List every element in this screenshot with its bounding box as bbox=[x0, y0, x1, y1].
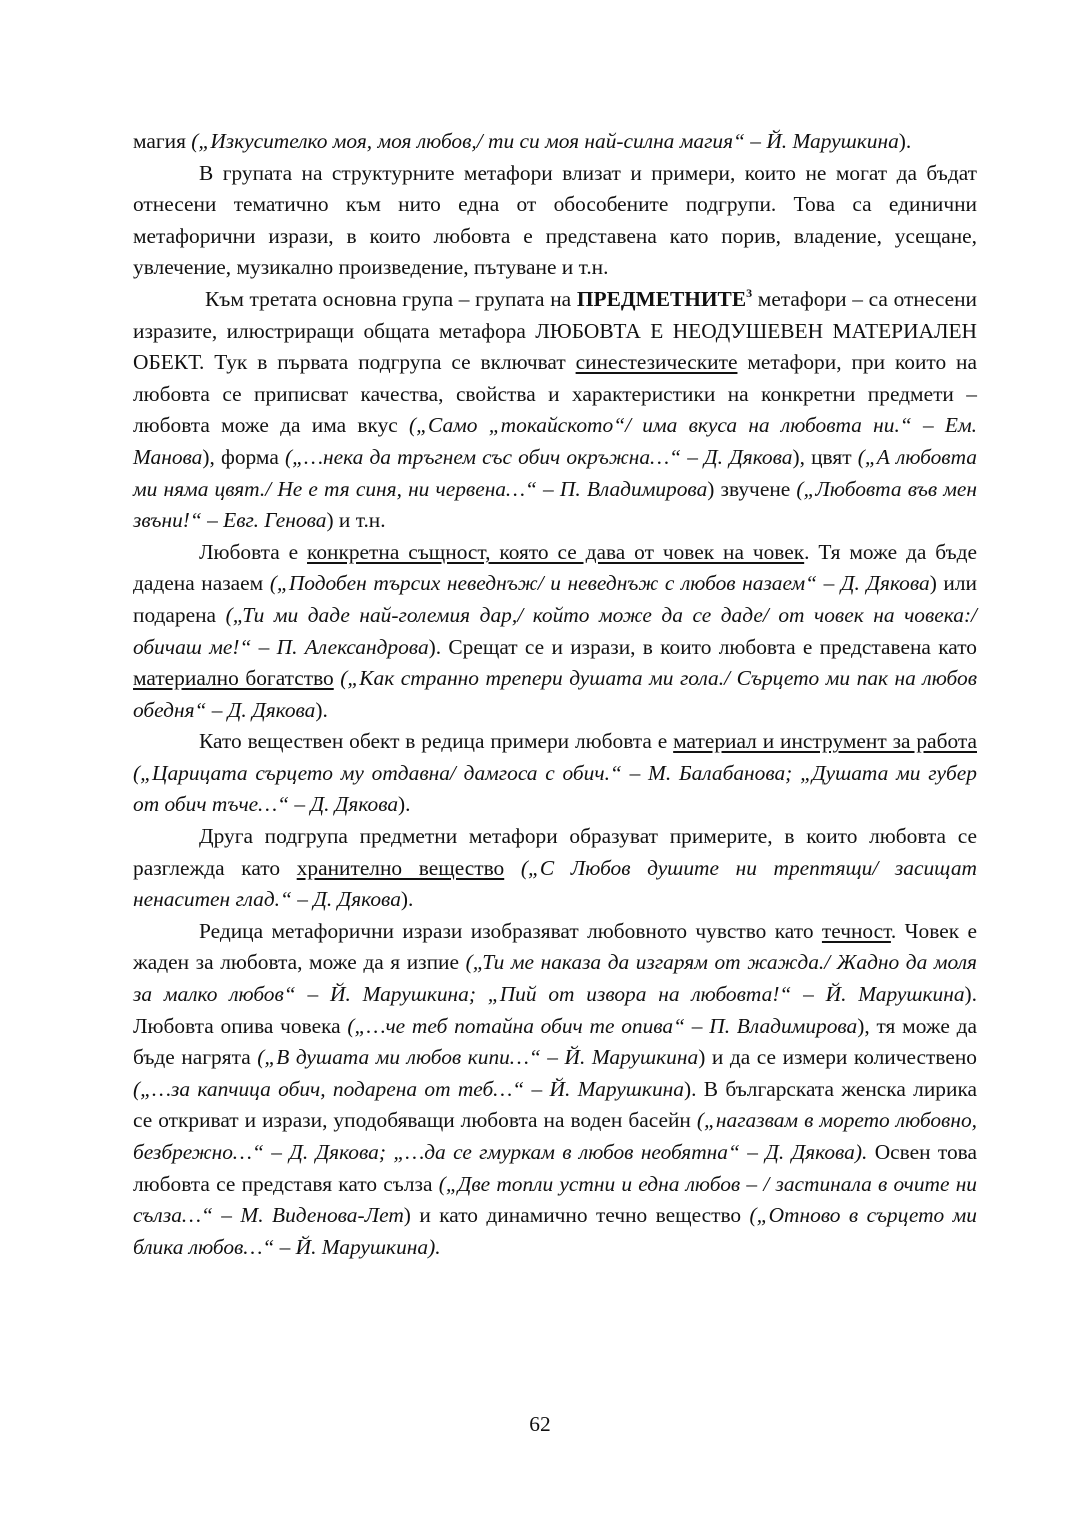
quote-italic: („Ти ме наказа да изгарям от жажда./ Жадно да моля за малко любов“ – Й. Марушкина; „Пий от извора на любовта!“ – Й. Марушкина bbox=[133, 950, 977, 1007]
key-term-underlined: конкретна същност, която се дава от човек на човек bbox=[307, 539, 805, 564]
quote-italic: („…че теб потайна обич те опива“ – П. Владимирова bbox=[347, 1013, 858, 1038]
text-run: . Тя може да бъде дадена назаем bbox=[133, 539, 978, 596]
footnote-ref: 3 bbox=[746, 285, 753, 300]
paragraph bbox=[133, 126, 977, 158]
text-run: ) и като динамично течно вещество bbox=[403, 1203, 750, 1228]
paragraph bbox=[133, 726, 977, 821]
key-term-underlined: течност bbox=[821, 918, 891, 943]
text-run: Като веществен обект в редица примери любовта е bbox=[199, 729, 674, 754]
key-term-underlined: материал и инструмент за работа bbox=[673, 729, 977, 754]
text-run: В групата на структурните метафори влизат и примери, които не могат да бъдат отнесени тематично към нито една от обособените подгрупи. Това са единични метафорични изрази, в които любовта е представена като порив, владение, усещане, увлечение, музикално произведение, пътуване и т.н. bbox=[133, 160, 977, 280]
text-run: ). bbox=[398, 792, 411, 817]
text-run: ) и т.н. bbox=[326, 508, 386, 533]
text-run bbox=[504, 856, 521, 880]
quote-italic: („нагазвам в морето любовно, безбрежно…“ – Д. Дякова; „…да се гмуркам в любов необятна“ – Д. Дякова). bbox=[133, 1108, 977, 1164]
text-run: метафори – са отнесени изразите, илюстриращи общата метафора ЛЮБОВТА Е НЕОДУШЕВЕН МАТЕРИАЛЕН ОБЕКТ. Тук в първата подгрупа се включват bbox=[133, 286, 977, 375]
quote-italic: („Отново в сърцето ми блика любов…“ – Й. Марушкина). bbox=[133, 1203, 977, 1259]
page-number: 62 bbox=[529, 1412, 551, 1436]
quote-italic: („…нека да тръгнем със обич окръжна…“ – Д. Дякова bbox=[285, 444, 793, 469]
document-body bbox=[133, 126, 977, 1263]
text-run: ) или подарена bbox=[133, 571, 978, 627]
quote-italic: („С Любов душите ни трептящи/ засищат ненаситен глад.“ – Д. Дякова bbox=[133, 855, 977, 912]
text-run: Освен това любовта се представя като сълза bbox=[133, 1140, 977, 1196]
text-run: ), цвят bbox=[792, 444, 858, 469]
text-run: ). bbox=[400, 887, 414, 912]
key-term-underlined: материално богатство bbox=[133, 666, 334, 691]
text-run: Към третата основна група – групата на bbox=[205, 286, 577, 311]
text-run: ). Любовта опива човека bbox=[133, 982, 977, 1038]
quote-italic: („Ти ми даде най-големия дар,/ който може да се даде/ от човек на човека:/ обичаш ме!“ – П. Александрова bbox=[133, 602, 978, 659]
paragraph bbox=[133, 284, 977, 537]
paragraph bbox=[133, 537, 977, 727]
paragraph bbox=[133, 916, 977, 1264]
text-run: Редица метафорични изрази изобразяват любовното чувство като bbox=[199, 918, 822, 943]
bold-term: ПРЕДМЕТНИТЕ bbox=[576, 286, 747, 311]
text-run: ). Срещат се и изрази, в които любовта е представена като bbox=[428, 634, 977, 659]
text-run: Любовта е bbox=[199, 539, 308, 564]
quote-italic: („А любовта ми няма цвят./ Не е тя синя, ни червена…“ – П. Владимирова bbox=[133, 444, 977, 501]
quote-italic: („В душата ми любов кипи…“ – Й. Марушкина bbox=[257, 1045, 699, 1070]
quote-italic: („Изкусителко моя, моя любов,/ ти си моя най-силна магия“ – Й. Марушкина bbox=[191, 129, 899, 153]
text-run: ). В българската женска лирика се откриват и изрази, уподобяващи любовта на воден басейн bbox=[133, 1076, 978, 1133]
quote-italic: („Как странно трепери душата ми гола./ Сърцето ми пак на любов обедня“ – Д. Дякова bbox=[133, 666, 977, 722]
text-run: ) звучене bbox=[707, 476, 797, 501]
quote-italic: („…за капчица обич, подарена от теб…“ – Й. Марушкина bbox=[133, 1076, 684, 1101]
text-run: Друга подгрупа предметни метафори образуват примерите, в които любовта се разглежда като bbox=[133, 824, 977, 880]
key-term-underlined: хранително вещество bbox=[296, 855, 505, 880]
paragraph bbox=[133, 158, 977, 284]
text-run: ). bbox=[315, 697, 328, 722]
quote-italic: („Подобен търсих неведнъж/ и неведнъж с любов назаем“ – Д. Дякова bbox=[269, 571, 930, 596]
paragraph bbox=[133, 821, 977, 916]
text-run: . Човек е жаден за любовта, може да я изпие bbox=[133, 918, 977, 975]
quote-italic: („Две топли устни и една любов – / застинала в очите ни сълза…“ – М. Виденова-Лет bbox=[133, 1171, 978, 1228]
text-run: ), форма bbox=[202, 444, 285, 469]
text-run: метафори, при които на любовта се приписват качества, свойства и характеристики на конкретни предмети – любовта може да има вкус bbox=[133, 350, 978, 438]
text-run: магия bbox=[133, 129, 192, 153]
quote-italic: („Царицата сърцето му отдавна/ дамгоса с обич.“ – М. Балабанова; „Душата ми губер от обич тъче…“ – Д. Дякова bbox=[133, 760, 977, 817]
key-term-underlined: синестезическите bbox=[575, 350, 738, 375]
quote-italic: („Само „токайското“/ има вкуса на любовта ни.“ – Ем. Манова bbox=[133, 413, 977, 469]
text-run: ), тя може да бъде нагрята bbox=[133, 1013, 977, 1070]
quote-italic: („Любовта във мен звъни!“ – Евг. Генова bbox=[133, 476, 978, 533]
text-run: ). bbox=[898, 129, 912, 153]
text-run: ) и да се измери количествено bbox=[698, 1045, 977, 1070]
